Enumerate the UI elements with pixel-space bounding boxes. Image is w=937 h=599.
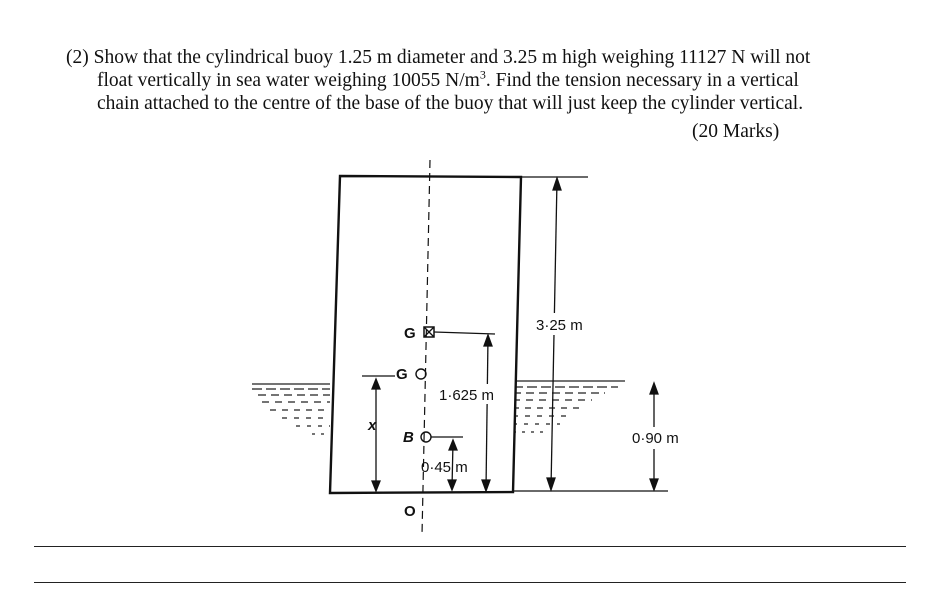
question-line-2: float vertically in sea water weighing 10055 $N/m^3$. Find the tension necessary in a vertical <box>97 67 799 91</box>
marks-label: (20 Marks) <box>692 121 780 142</box>
label-045: 0·45 m <box>421 459 468 476</box>
answer-line-1 <box>34 546 906 547</box>
question-line-1: (2) Show that the cylindrical buoy 1.25 m diameter and 3.25 m high weighing 11127 N will not <box>66 47 811 68</box>
label-o: O <box>404 503 416 520</box>
label-b: B <box>403 429 414 446</box>
water-surface-left <box>252 384 330 434</box>
question-number: (2) <box>66 47 89 68</box>
label-090: 0·90 m <box>632 430 679 447</box>
answer-line-2 <box>34 582 906 583</box>
water-surface-right <box>513 381 625 432</box>
label-325: 3·25 m <box>536 317 583 334</box>
label-x: x <box>368 417 377 434</box>
label-g: G <box>396 366 408 383</box>
label-g1: G <box>404 325 416 342</box>
question-line-3: chain attached to the centre of the base of the buoy that will just keep the cylinder vertical. <box>97 93 804 114</box>
label-1625: 1·625 m <box>439 387 495 404</box>
